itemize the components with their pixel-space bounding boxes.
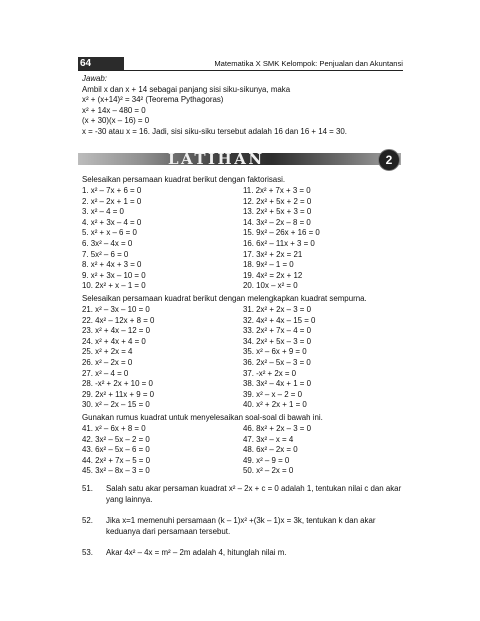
header-rule [78,70,403,71]
section2-left-column [82,305,154,411]
exercise-item: 24. x² + 4x + 4 = 0 [82,336,146,346]
page-number: 64 [80,58,92,69]
section3-right-column [243,424,311,477]
running-header: Matematika X SMK Kelompok: Penjualan dan Akuntansi [214,59,403,68]
latihan-label: LATIHAN [168,150,265,168]
exercise-item: 25. x² + 2x = 4 [82,347,133,357]
exercise-item: 23. x² + 4x – 12 = 0 [82,326,150,336]
exercise-item: 48. 6x² – 2x = 0 [243,445,298,455]
problem-number: 52. [82,516,93,525]
section1-right-column [243,186,320,292]
exercise-item: 47. 3x² – x = 4 [243,434,294,444]
section1-instruction: Selesaikan persamaan kuadrat berikut dengan faktorisasi. [82,175,286,184]
exercise-item: 35. x² – 6x + 9 = 0 [243,347,307,357]
exercise-item: 26. x² – 2x = 0 [82,357,133,367]
problem-text: Akar 4x² – 4x = m² – 2m adalah 4, hitunglah nilai m. [106,548,287,557]
section2-right-column [243,305,315,411]
latihan-banner [78,149,401,169]
exercise-item: 49. x² – 9 = 0 [243,455,290,465]
exercise-item: 38. 3x² – 4x + 1 = 0 [243,379,311,389]
answer-line: (x + 30)(x – 16) = 0 [82,116,150,126]
exercise-item: 7. 5x² – 6 = 0 [82,249,129,259]
exercise-item: 13. 2x² + 5x + 3 = 0 [243,207,312,217]
exercise-item: 16. 6x² – 11x + 3 = 0 [243,238,315,248]
exercise-item: 45. 3x² – 8x – 3 = 0 [82,466,150,476]
answer-line: x² + (x+14)² = 34² (Teorema Pythagoras) [82,95,224,105]
exercise-item: 11. 2x² + 7x + 3 = 0 [243,186,311,195]
exercise-item: 15. 9x² – 26x + 16 = 0 [243,228,320,238]
exercise-item: 27. x² – 4 = 0 [82,368,129,378]
exercise-item: 34. 2x² + 5x – 3 = 0 [243,336,311,346]
exercise-item: 41. x² – 6x + 8 = 0 [82,424,146,433]
exercise-item: 43. 6x² – 5x – 6 = 0 [82,445,150,455]
exercise-item: 39. x² – x – 2 = 0 [243,389,302,399]
exercise-item: 19. 4x² = 2x + 12 [243,270,303,280]
exercise-item: 32. 4x² + 4x – 15 = 0 [243,315,316,325]
answer-line: x² + 14x – 480 = 0 [82,105,146,115]
exercise-item: 1. x² – 7x + 6 = 0 [82,186,142,195]
exercise-item: 31. 2x² + 2x – 3 = 0 [243,305,311,314]
exercise-item: 44. 2x² + 7x – 5 = 0 [82,455,150,465]
problem-text: Jika x=1 memenuhi persamaan (k – 1)x² +(3k – 1)x = 3k, tentukan k dan akar keduanya dari persamaan tersebut. [106,516,376,536]
exercise-item: 28. -x² + 2x + 10 = 0 [82,379,153,389]
exercise-item: 46. 8x² + 2x – 3 = 0 [243,424,311,433]
problem-text: Salah satu akar persaman kuadrat x² – 2x + c = 0 adalah 1, tentukan nilai c dan akar yang lainnya. [106,484,402,504]
section2-instruction: Selesaikan persamaan kuadrat berikut dengan melengkapkan kuadrat sempurna. [82,294,367,303]
latihan-number: 2 [378,149,400,171]
answer-line: Ambil x dan x + 14 sebagai panjang sisi siku-sikunya, maka [82,84,291,94]
exercise-item: 3. x² – 4 = 0 [82,207,124,217]
exercise-item: 8. x² + 4x + 3 = 0 [82,260,142,270]
exercise-item: 18. 9x² – 1 = 0 [243,260,294,270]
exercise-item: 2. x² – 2x + 1 = 0 [82,196,142,206]
exercise-item: 50. x² – 2x = 0 [243,466,294,476]
exercise-item: 14. 3x² – 2x – 8 = 0 [243,217,311,227]
exercise-item: 37. -x² + 2x = 0 [243,368,297,378]
exercise-item: 4. x² + 3x – 4 = 0 [82,217,142,227]
exercise-item: 40. x² + 2x + 1 = 0 [243,400,307,410]
exercise-item: 5. x² + x – 6 = 0 [82,228,137,238]
exercise-item: 30. x² – 2x – 15 = 0 [82,400,150,410]
exercise-item: 12. 2x² + 5x + 2 = 0 [243,196,312,206]
section3-instruction: Gunakan rumus kuadrat untuk menyelesaikan soal-soal di bawah ini. [82,413,323,422]
answer-block [82,74,347,138]
answer-line: x = -30 atau x = 16. Jadi, sisi siku-siku tersebut adalah 16 dan 16 + 14 = 30. [82,126,347,136]
exercise-item: 29. 2x² + 11x + 9 = 0 [82,389,155,399]
exercise-item: 6. 3x² – 4x = 0 [82,238,133,248]
section1-left-column [82,186,146,292]
exercise-item: 20. 10x – x² = 0 [243,281,298,291]
answer-heading: Jawab: [82,74,108,83]
exercise-item: 10. 2x² + x – 1 = 0 [82,281,146,291]
exercise-item: 36. 2x² – 5x – 3 = 0 [243,357,311,367]
exercise-item: 17. 3x² + 2x = 21 [243,249,303,259]
exercise-item: 21. x² – 3x – 10 = 0 [82,305,150,314]
exercise-item: 22. 4x² – 12x + 8 = 0 [82,315,155,325]
exercise-item: 9. x² + 3x – 10 = 0 [82,270,146,280]
problem-number: 53. [82,548,93,557]
exercise-item: 42. 3x² – 5x – 2 = 0 [82,434,150,444]
section3-left-column [82,424,150,477]
exercise-item: 33. 2x² + 7x – 4 = 0 [243,326,311,336]
problem-number: 51. [82,484,93,493]
